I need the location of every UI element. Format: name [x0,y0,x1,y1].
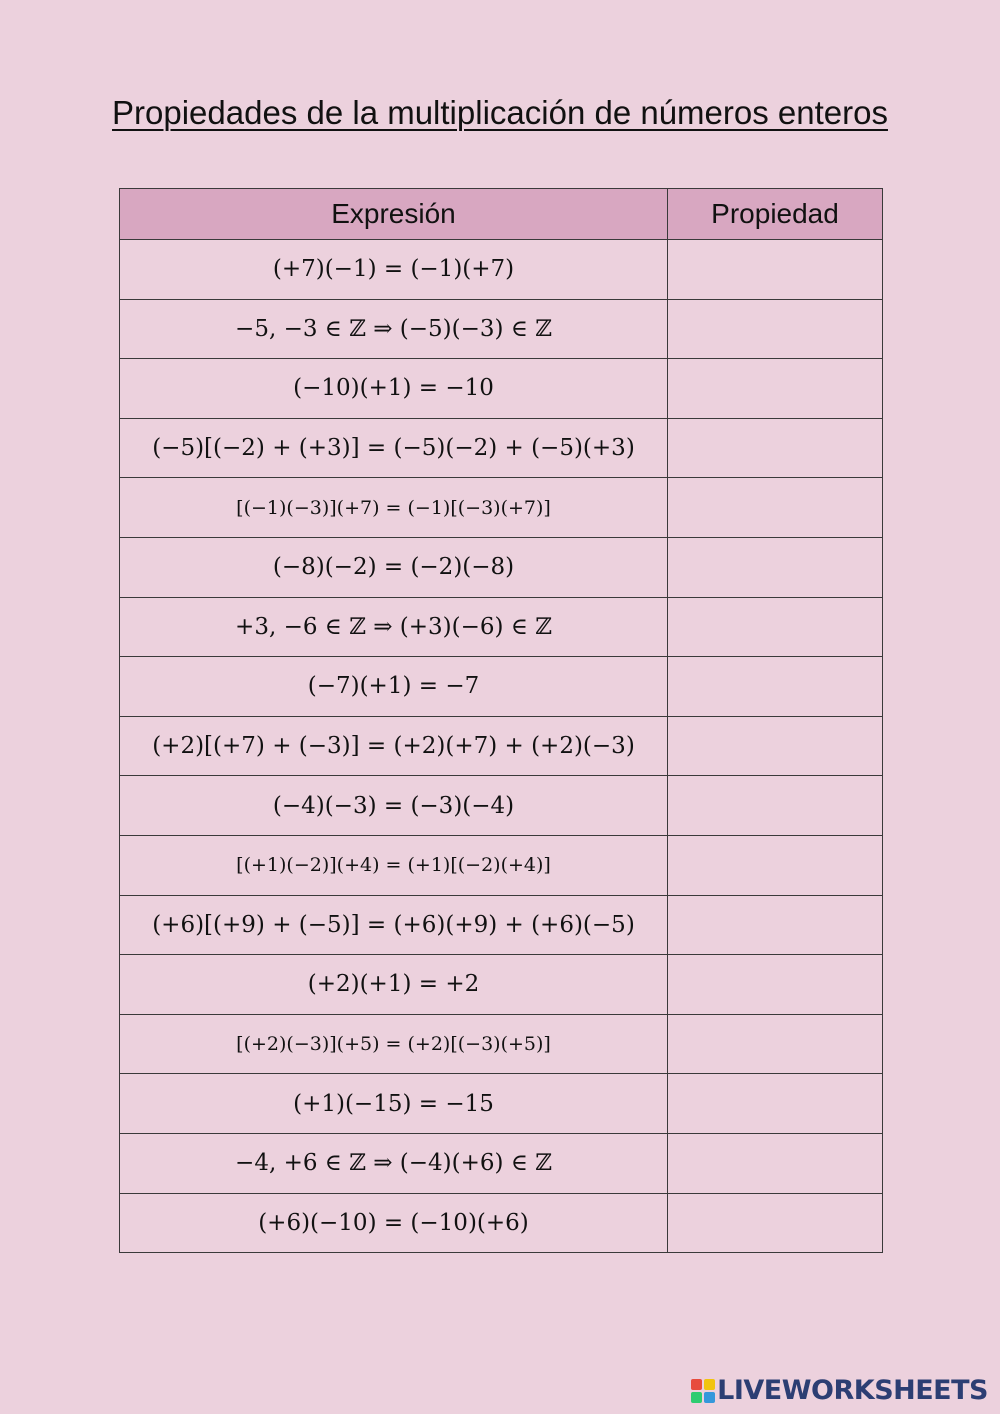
logo-text: LIVEWORKSHEETS [717,1375,988,1406]
property-answer-cell[interactable] [668,1133,883,1193]
expression-cell: [(−1)(−3)](+7) = (−1)[(−3)(+7)] [120,478,668,538]
page-title: Propiedades de la multiplicación de números enteros [112,94,888,131]
table-header-row [120,189,883,240]
expression-cell: (+7)(−1) = (−1)(+7) [120,240,668,300]
header-property: Propiedad [668,189,883,240]
liveworksheets-logo-icon [691,1379,715,1403]
table-row [120,895,883,955]
property-answer-cell[interactable] [668,597,883,657]
expression-cell: (−8)(−2) = (−2)(−8) [120,537,668,597]
table-row [120,1074,883,1134]
table-row [120,776,883,836]
expression-cell: −4, +6 ∈ ℤ ⇒ (−4)(+6) ∈ ℤ [120,1133,668,1193]
header-expression: Expresión [120,189,668,240]
expression-cell: (−10)(+1) = −10 [120,359,668,419]
liveworksheets-logo [691,1375,988,1406]
property-answer-cell[interactable] [668,1014,883,1074]
property-answer-cell[interactable] [668,537,883,597]
property-answer-cell[interactable] [668,657,883,717]
logo-square-yellow [704,1379,715,1390]
property-answer-cell[interactable] [668,776,883,836]
table-row [120,537,883,597]
property-answer-cell[interactable] [668,895,883,955]
logo-square-red [691,1379,702,1390]
expression-cell: (+1)(−15) = −15 [120,1074,668,1134]
table-row [120,1193,883,1253]
expression-cell: [(+1)(−2)](+4) = (+1)[(−2)(+4)] [120,835,668,895]
table-row [120,835,883,895]
table-row [120,597,883,657]
expression-cell: (−4)(−3) = (−3)(−4) [120,776,668,836]
expression-cell: +3, −6 ∈ ℤ ⇒ (+3)(−6) ∈ ℤ [120,597,668,657]
table-row [120,359,883,419]
expression-cell: −5, −3 ∈ ℤ ⇒ (−5)(−3) ∈ ℤ [120,299,668,359]
table-row [120,299,883,359]
property-answer-cell[interactable] [668,1074,883,1134]
table-row [120,955,883,1015]
table-row [120,478,883,538]
logo-square-green [691,1392,702,1403]
property-answer-cell[interactable] [668,716,883,776]
table-row [120,240,883,300]
table-row [120,418,883,478]
property-answer-cell[interactable] [668,955,883,1015]
expression-cell: (−7)(+1) = −7 [120,657,668,717]
property-answer-cell[interactable] [668,359,883,419]
table-row [120,1014,883,1074]
table-row [120,657,883,717]
property-answer-cell[interactable] [668,299,883,359]
expression-cell: [(+2)(−3)](+5) = (+2)[(−3)(+5)] [120,1014,668,1074]
expression-cell: (+6)[(+9) + (−5)] = (+6)(+9) + (+6)(−5) [120,895,668,955]
property-answer-cell[interactable] [668,478,883,538]
property-answer-cell[interactable] [668,835,883,895]
expression-cell: (−5)[(−2) + (+3)] = (−5)(−2) + (−5)(+3) [120,418,668,478]
logo-square-blue [704,1392,715,1403]
expression-cell: (+6)(−10) = (−10)(+6) [120,1193,668,1253]
property-answer-cell[interactable] [668,1193,883,1253]
table-row [120,1133,883,1193]
table-row [120,716,883,776]
property-answer-cell[interactable] [668,240,883,300]
expression-cell: (+2)[(+7) + (−3)] = (+2)(+7) + (+2)(−3) [120,716,668,776]
properties-table [119,188,883,1253]
property-answer-cell[interactable] [668,418,883,478]
expression-cell: (+2)(+1) = +2 [120,955,668,1015]
